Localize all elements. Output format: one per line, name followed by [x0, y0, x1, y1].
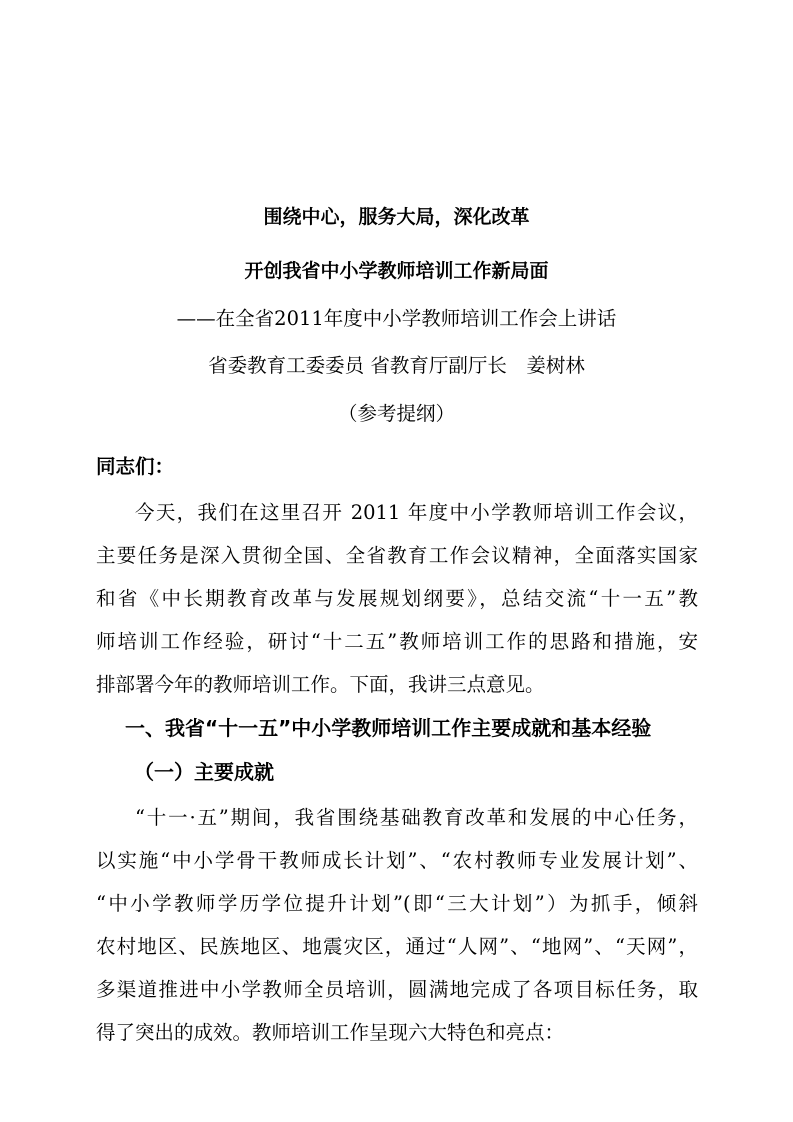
salutation: 同志们：	[96, 455, 175, 478]
paragraph-line: 今天，我们在这里召开 2011 年度中小学教师培训工作会议，	[135, 501, 698, 524]
paragraph-line: 师培训工作经验，研讨“十二五”教师培训工作的思路和措施，安	[96, 630, 698, 653]
title-line-1: 围绕中心，服务大局，深化改革	[263, 206, 530, 228]
paragraph-line: “十一·五”期间，我省围绕基础教育改革和发展的中心任务，	[135, 806, 698, 829]
subtitle: ——在全省2011年度中小学教师培训工作会上讲话	[176, 307, 617, 330]
paragraph-line: “中小学教师学历学位提升计划”(即“三大计划”）为抓手，倾斜	[96, 892, 698, 915]
paragraph-line: 以实施“中小学骨干教师成长计划”、“农村教师专业发展计划”、	[96, 849, 698, 872]
section-heading-1: 一、我省“十一五”中小学教师培训工作主要成就和基本经验	[125, 716, 652, 740]
subsection-heading-1: （一）主要成就	[134, 760, 274, 784]
title-line-2: 开创我省中小学教师培训工作新局面	[244, 260, 549, 282]
paragraph-line: 主要任务是深入贯彻全国、全省教育工作会议精神，全面落实国家	[96, 544, 698, 567]
paragraph-line: 得了突出的成效。教师培训工作呈现六大特色和亮点：	[96, 1021, 565, 1044]
speaker-line: 省委教育工委委员 省教育厅副厅长 姜树林	[208, 354, 585, 377]
paragraph-line: 和省《中长期教育改革与发展规划纲要》，总结交流“十一五”教	[96, 587, 698, 610]
outline-note: （参考提纲）	[337, 402, 455, 425]
paragraph-line: 排部署今年的教师培训工作。下面，我讲三点意见。	[96, 673, 545, 696]
paragraph-line: 多渠道推进中小学教师全员培训，圆满地完成了各项目标任务，取	[96, 978, 698, 1001]
paragraph-line: 农村地区、民族地区、地震灾区，通过“人网”、“地网”、“天网”，	[96, 935, 698, 958]
